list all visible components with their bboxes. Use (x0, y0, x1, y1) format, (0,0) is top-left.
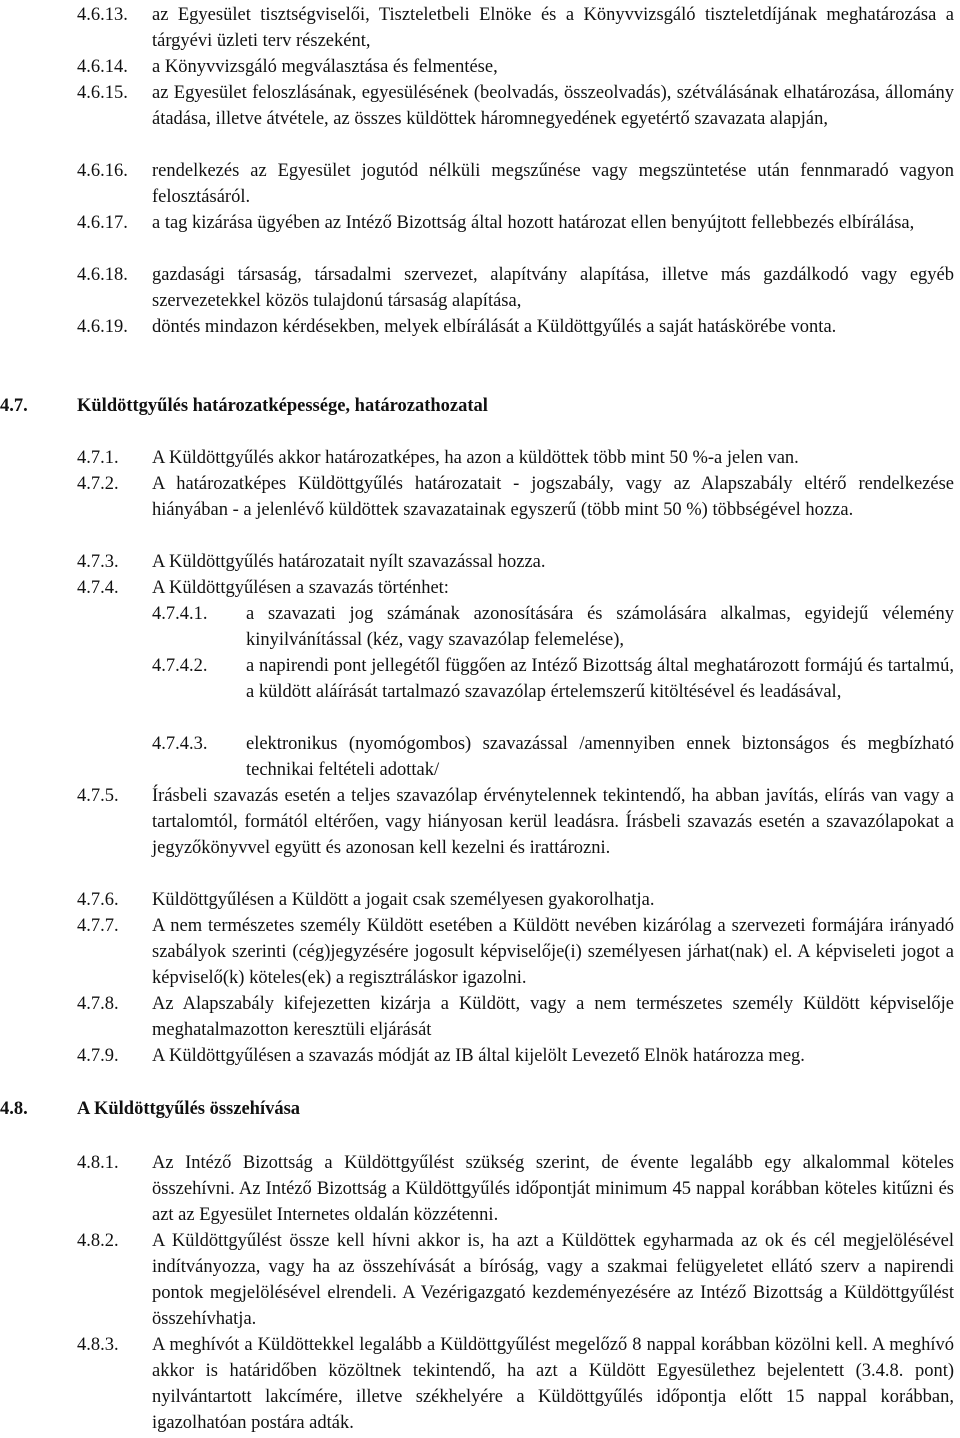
item-number: 4.7.5. (77, 786, 119, 806)
list-item (77, 2, 954, 54)
list-item (77, 80, 954, 132)
item-text: elektronikus (nyomógombos) szavazással /amennyiben ennek biztonságos és megbízható technikai feltételi adottak/ (246, 734, 954, 780)
item-text: gazdasági társaság, társadalmi szervezet, alapítvány alapítása, illetve más gazdálkodó vagy egyéb szervezetekkel közös tulajdonú társaság alapítása, (152, 265, 954, 311)
item-text: Az Alapszabály kifejezetten kizárja a Küldött, vagy a nem természetes személy Küldött képviselője meghatalmazotton keresztüli eljárását (152, 994, 954, 1040)
item-number: 4.7.9. (77, 1046, 119, 1066)
list-item (77, 991, 954, 1043)
item-text: a Könyvvizsgáló megválasztása és felmentése, (152, 57, 498, 77)
item-text: az Egyesület feloszlásának, egyesülésének (beolvadás, összeolvadás), szétválásának elhatározása, állomány átadása, illetve átvétele, az összes küldöttek háromnegyedének egyetértő szavazata alapján, (152, 83, 954, 129)
item-text: A Küldöttgyűlésen a szavazás módját az IB által kijelölt Levezető Elnök határozza meg. (152, 1046, 805, 1066)
list-item (77, 887, 954, 913)
item-number: 4.7.3. (77, 552, 119, 572)
list-item (77, 210, 954, 236)
item-text: a tag kizárása ügyében az Intéző Bizottság által hozott határozat ellen benyújtott fellebbezés elbírálása, (152, 213, 915, 233)
item-text: a szavazati jog számának azonosítására és számolására alkalmas, egyidejű vélemény kinyilvánítással (kéz, vagy szavazólap felemelése), (246, 604, 954, 650)
item-number: 4.6.13. (77, 5, 128, 25)
list-item (77, 445, 954, 471)
sub-list-item (152, 653, 954, 705)
item-number: 4.7.4. (77, 578, 119, 598)
item-text: Az Intéző Bizottság a Küldöttgyűlést szükség szerint, de évente legalább egy alkalommal köteles összehívni. Az Intéző Bizottság a Küldöttgyűlés időpontját minimum 45 nappal korábban köteles kitűzni és azt az Egyesület Internetes oldalán közzétenni. (152, 1153, 954, 1225)
list-item (77, 54, 954, 80)
list-item (77, 1228, 954, 1332)
list-item (77, 913, 954, 991)
item-number: 4.7.1. (77, 448, 119, 468)
item-number: 4.7.7. (77, 916, 119, 936)
section-number: 4.7. (0, 396, 28, 416)
list-item (77, 575, 954, 601)
item-text: döntés mindazon kérdésekben, melyek elbírálását a Küldöttgyűlés a saját hatáskörébe vonta. (152, 317, 837, 337)
section-title: Küldöttgyűlés határozatképessége, határozathozatal (77, 396, 488, 416)
sub-list-item (152, 601, 954, 653)
list-item (77, 1043, 954, 1069)
item-text: az Egyesület tisztségviselői, Tiszteletbeli Elnöke és a Könyvvizsgáló tiszteletdíjának meghatározása a tárgyévi üzleti terv részeként, (152, 5, 954, 51)
item-text: A határozatképes Küldöttgyűlés határozatait - jogszabály, vagy az Alapszabály eltérő rendelkezése hiányában - a jelenlévő küldöttek szavazatainak egyszerű (több mint 50 %) többségével hozza. (152, 474, 954, 520)
item-number: 4.8.1. (77, 1153, 119, 1173)
item-text: A meghívót a Küldöttekkel legalább a Küldöttgyűlést megelőző 8 nappal korábban közölni kell. A meghívó akkor is határidőben közöltnek tekintendő, ha azt a Küldött Egyesülethez bejelentett (3.4.8. pont) nyilvántartott lakcímére, illetve székhelyére a Küldöttgyűlés időpontja előtt 15 nappal korábban, igazolhatóan postára adták. (152, 1335, 954, 1433)
item-number: 4.6.17. (77, 213, 128, 233)
list-item (77, 262, 954, 314)
item-number: 4.6.19. (77, 317, 128, 337)
list-item (77, 1150, 954, 1228)
list-item (77, 314, 954, 340)
list-item (77, 783, 954, 861)
item-text: A Küldöttgyűlésen a szavazás történhet: (152, 578, 449, 598)
list-item (77, 471, 954, 523)
item-number: 4.7.6. (77, 890, 119, 910)
section-number: 4.8. (0, 1099, 28, 1119)
item-number: 4.7.2. (77, 474, 119, 494)
item-text: Küldöttgyűlésen a Küldött a jogait csak személyesen gyakorolhatja. (152, 890, 655, 910)
item-text: A Küldöttgyűlést össze kell hívni akkor is, ha azt a Küldöttek egyharmada az ok és cél megjelölésével indítványozza, vagy ha az összehívását a bíróság, vagy a szakmai felügyeletet ellátó szerv a napirendi pontok megjelölésével elrendeli. A Vezérigazgató kezdeményezésére az Intéző Bizottság a Küldöttgyűlést összehívhatja. (152, 1231, 954, 1329)
item-text: a napirendi pont jellegétől függően az Intéző Bizottság által meghatározott formájú és tartalmú, a küldött aláírását tartalmazó szavazólap értelemszerű kitöltésével és leadásával, (246, 656, 954, 702)
item-number: 4.7.8. (77, 994, 119, 1014)
item-text: rendelkezés az Egyesület jogutód nélküli megszűnése vagy megszüntetése után fennmaradó vagyon felosztásáról. (152, 161, 954, 207)
list-item (77, 549, 954, 575)
item-number: 4.6.18. (77, 265, 128, 285)
item-text: A Küldöttgyűlés akkor határozatképes, ha azon a küldöttek több mint 50 %-a jelen van. (152, 448, 799, 468)
sub-list-item (152, 731, 954, 783)
item-number: 4.6.15. (77, 83, 128, 103)
list-item (77, 1332, 954, 1436)
item-number: 4.7.4.2. (152, 656, 208, 676)
item-number: 4.7.4.3. (152, 734, 208, 754)
section-title: A Küldöttgyűlés összehívása (77, 1099, 301, 1119)
item-text: A nem természetes személy Küldött esetében a Küldött nevében kizárólag a szervezeti formájára irányadó szabályok szerinti (cég)jegyzésére jogosult képviselője(i) személyesen járhat(nak) el. A képviseleti jogot a képviselő(k) köteles(ek) a regisztráláskor igazolni. (152, 916, 954, 988)
item-text: A Küldöttgyűlés határozatait nyílt szavazással hozza. (152, 552, 546, 572)
item-number: 4.6.14. (77, 57, 128, 77)
item-number: 4.6.16. (77, 161, 128, 181)
item-number: 4.8.2. (77, 1231, 119, 1251)
item-number: 4.8.3. (77, 1335, 119, 1355)
item-text: Írásbeli szavazás esetén a teljes szavazólap érvénytelennek tekintendő, ha abban javítás, elírás van vagy a tartalomtól, formától eltérően, vagy hiányosan kerül leadásra. Írásbeli szavazás esetén a szavazólapokat a jegyzőkönyvvel együtt és azonosan kell kezelni és irattározni. (152, 786, 954, 858)
list-item (77, 158, 954, 210)
item-number: 4.7.4.1. (152, 604, 208, 624)
